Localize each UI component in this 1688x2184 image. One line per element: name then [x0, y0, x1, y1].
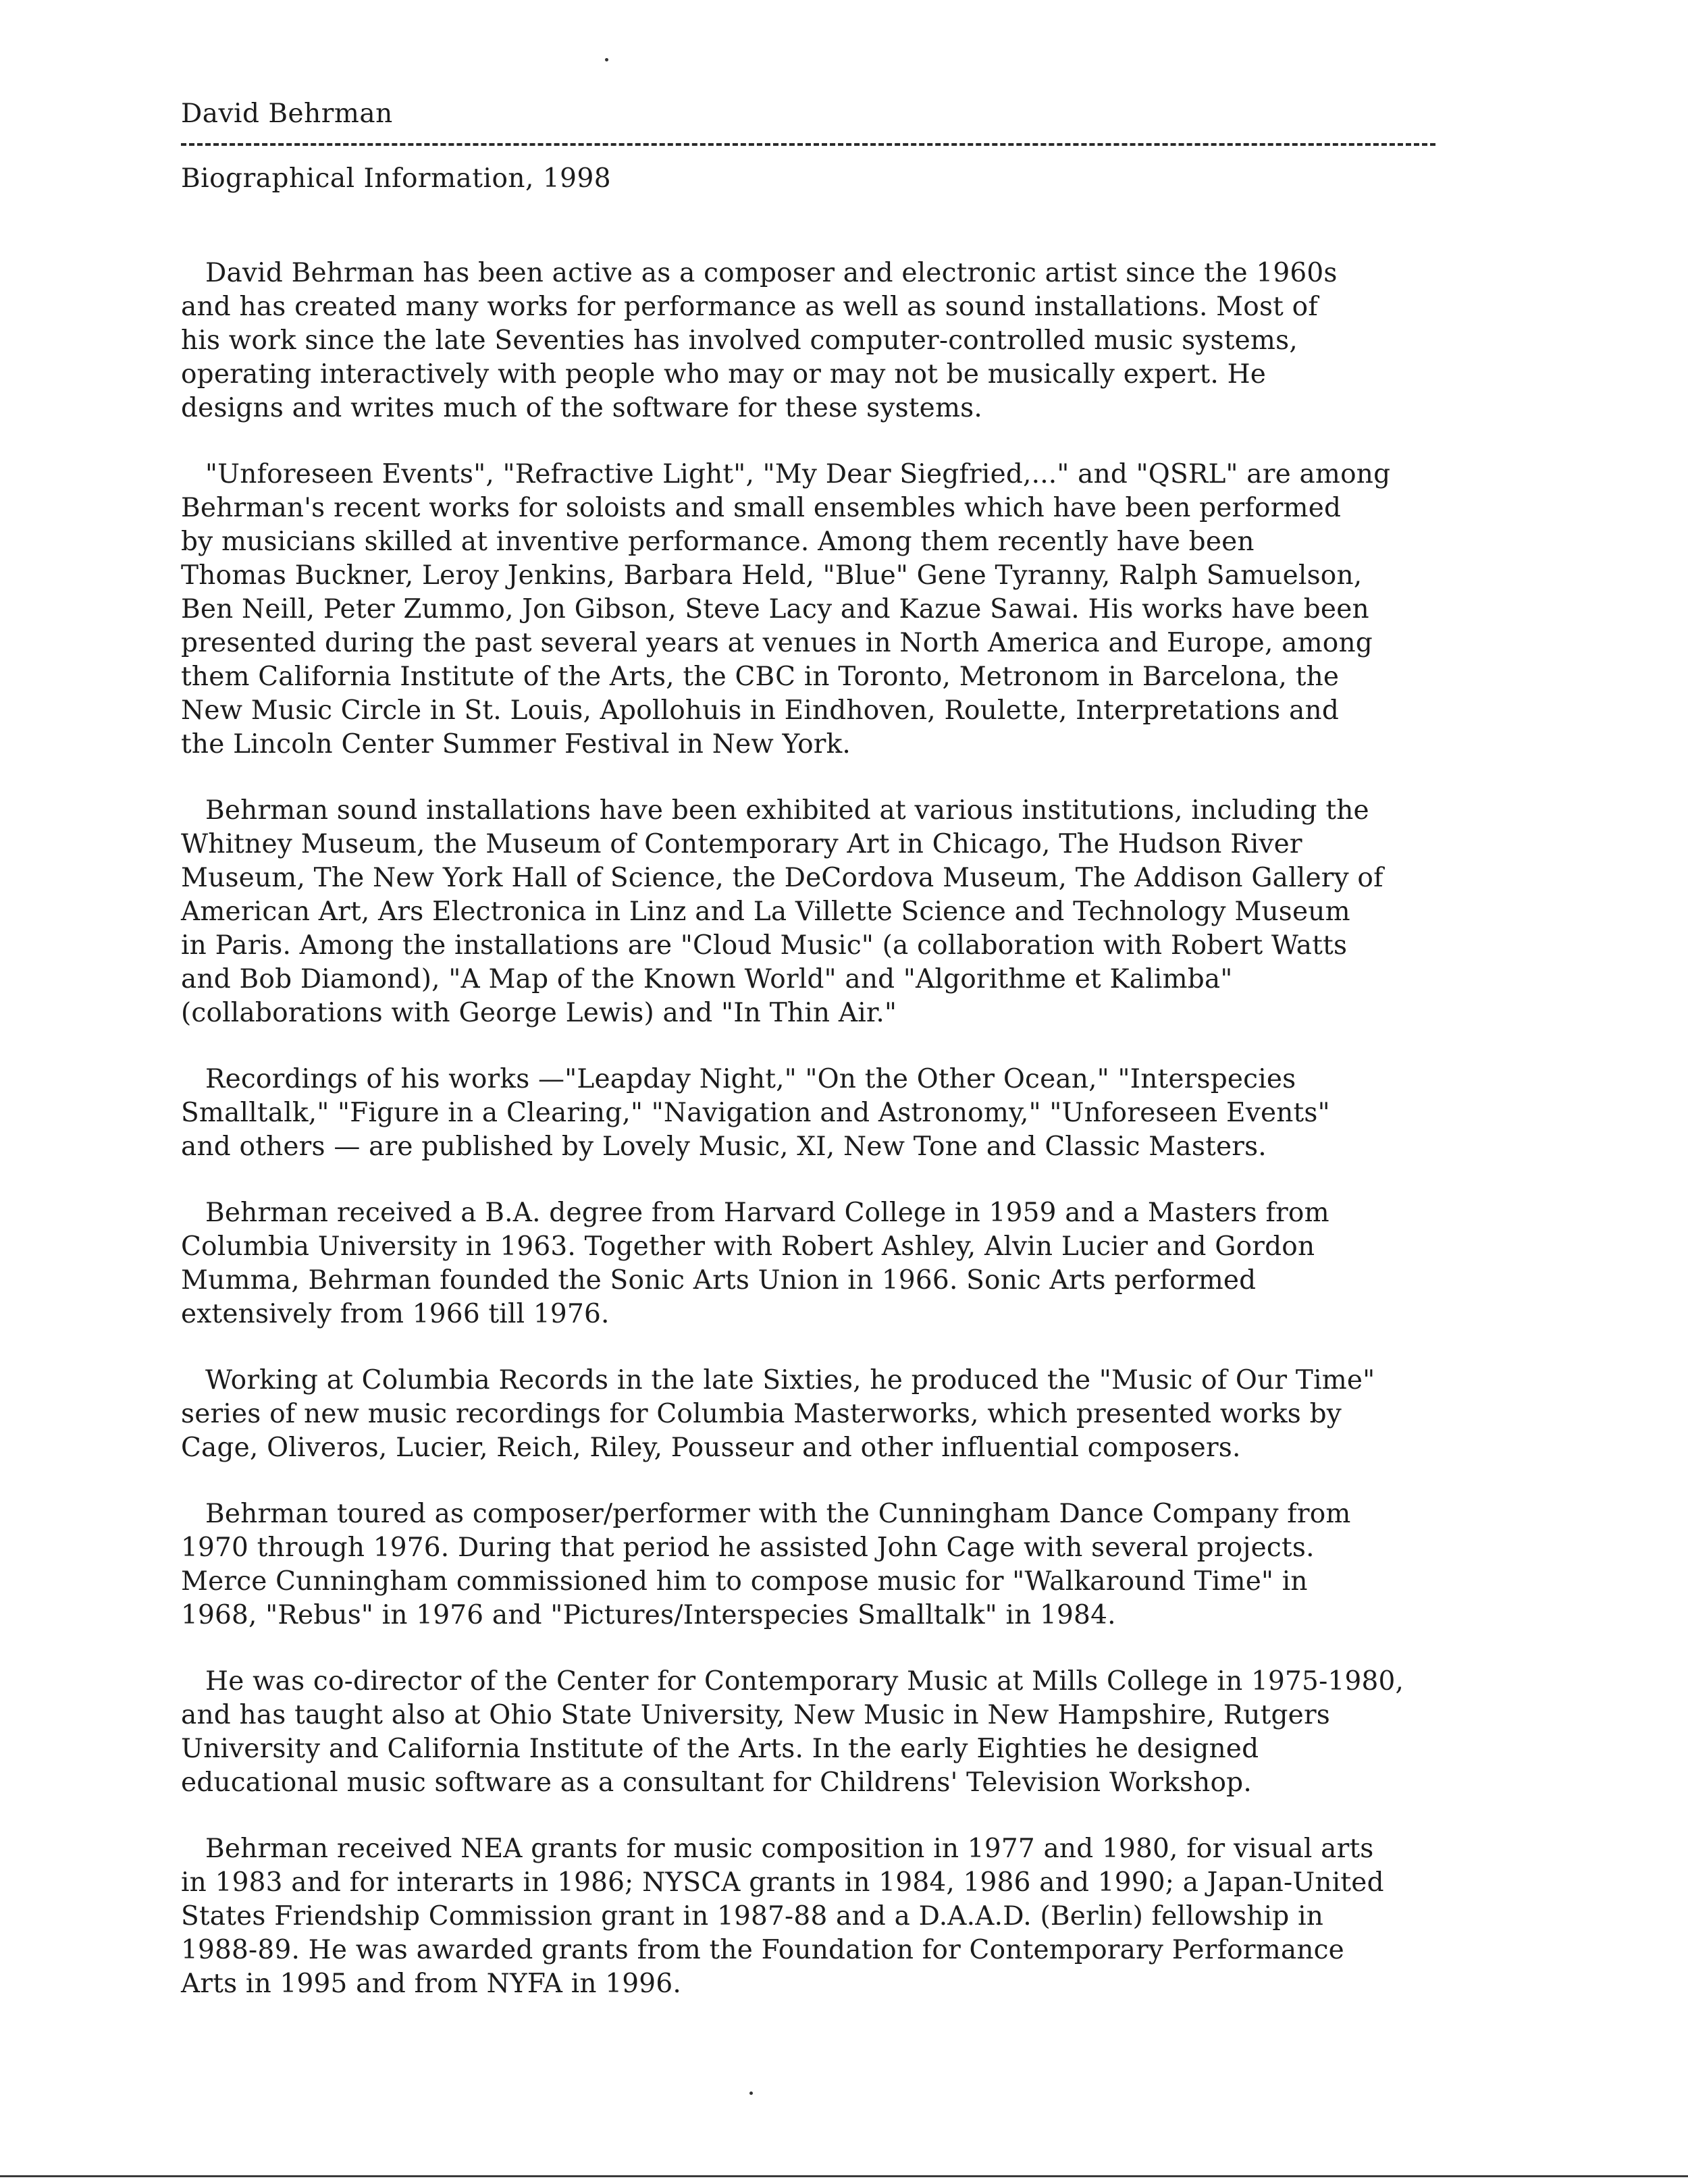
paragraph-recent-works: "Unforeseen Events", "Refractive Light", "My Dear Siegfried,..." and "QSRL" are among Behrman's recent works for soloists and small ensembles which have been performed by musicians skilled at inventive performance. Among them recently have been Thomas Buckner, Leroy Jenkins, Barbara Held, "Blue" Gene Tyranny, Ralph Samuelson, Ben Neill, Peter Zummo, Jon Gibson, Steve Lacy and Kazue Sawai. His works have been presented during the past several years at venues in North America and Europe, among them California Institute of the Arts, the CBC in Toronto, Metronom in Barcelona, the New Music Circle in St. Louis, Apollohuis in Eindhoven, Roulette, Interpretations and the Lincoln Center Summer Festival in New York. — [181, 459, 1391, 760]
paragraph-intro: David Behrman has been active as a composer and electronic artist since the 1960s and has created many works for performance as well as sound installations. Most of his work since the late Seventies has involved computer-controlled music systems, operating interactively with people who may or may not be musically expert. He designs and writes much of the software for these systems. — [181, 258, 1338, 423]
document-subtitle: Biographical Information, 1998 — [181, 163, 612, 194]
paragraph-teaching: He was co-director of the Center for Contemporary Music at Mills College in 1975-1980, and has taught also at Ohio State University, New Music in New Hampshire, Rutgers University and California Institute of the Arts. In the early Eighties he designed educational music software as a consultant for Childrens' Television Workshop. — [181, 1666, 1404, 1798]
document-author-name: David Behrman — [181, 99, 393, 129]
dashed-divider — [181, 143, 1435, 146]
paragraph-columbia-records: Working at Columbia Records in the late Sixties, he produced the "Music of Our Time" series of new music recordings for Columbia Masterworks, which presented works by Cage, Oliveros, Lucier, Reich, Riley, Pousseur and other influential composers. — [181, 1365, 1375, 1463]
paragraph-grants: Behrman received NEA grants for music composition in 1977 and 1980, for visual arts in 1983 and for interarts in 1986; NYSCA grants in 1984, 1986 and 1990; a Japan-United States Friendship Commission grant in 1987-88 and a D.A.A.D. (Berlin) fellowship in 1988-89. He was awarded grants from the Foundation for Contemporary Performance Arts in 1995 and from NYFA in 1996. — [181, 1834, 1384, 1999]
scan-speck — [749, 2092, 753, 2095]
paragraph-cunningham: Behrman toured as composer/performer with the Cunningham Dance Company from 1970 through 1976. During that period he assisted John Cage with several projects. Merce Cunningham commissioned him to compose music for "Walkaround Time" in 1968, "Rebus" in 1976 and "Pictures/Interspecies Smalltalk" in 1984. — [181, 1499, 1351, 1630]
paragraph-recordings: Recordings of his works —"Leapday Night," "On the Other Ocean," "Interspecies Smalltalk," "Figure in a Clearing," "Navigation and Astronomy," "Unforeseen Events" and others — are published by Lovely Music, XI, New Tone and Classic Masters. — [181, 1064, 1330, 1162]
paragraph-installations: Behrman sound installations have been exhibited at various institutions, including the Whitney Museum, the Museum of Contemporary Art in Chicago, The Hudson River Museum, The New York Hall of Science, the DeCordova Museum, The Addison Gallery of American Art, Ars Electronica in Linz and La Villette Science and Technology Museum in Paris. Among the installations are "Cloud Music" (a collaboration with Robert Watts and Bob Diamond), "A Map of the Known World" and "Algorithme et Kalimba" (collaborations with George Lewis) and "In Thin Air." — [181, 795, 1383, 1028]
paragraph-education: Behrman received a B.A. degree from Harvard College in 1959 and a Masters from Columbia University in 1963. Together with Robert Ashley, Alvin Lucier and Gordon Mumma, Behrman founded the Sonic Arts Union in 1966. Sonic Arts performed extensively from 1966 till 1976. — [181, 1198, 1329, 1329]
scan-speck — [605, 58, 608, 61]
scan-bottom-edge — [0, 2175, 1688, 2177]
biography-body — [181, 257, 1525, 2033]
